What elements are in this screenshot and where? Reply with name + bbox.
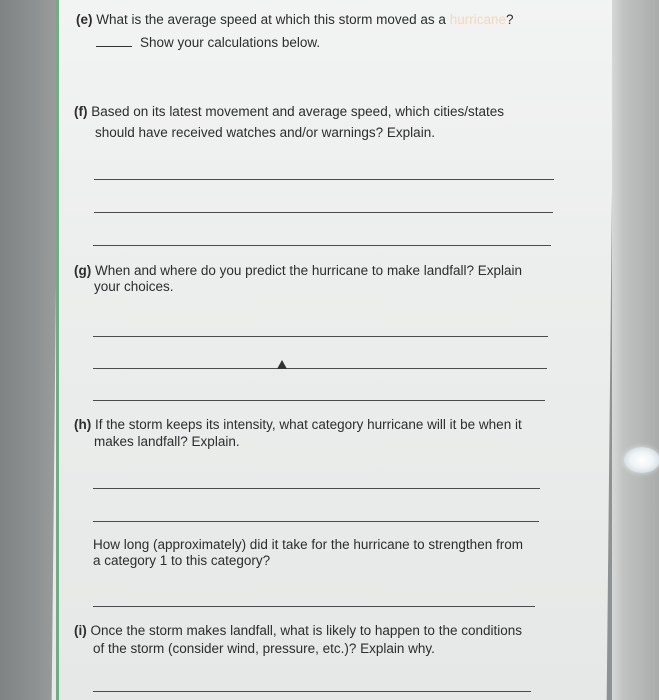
question-h-followup2: a category 1 to this category? bbox=[93, 553, 271, 568]
question-f-line2: should have received watches and/or warnings? Explain. bbox=[95, 125, 435, 140]
question-f-line1 bbox=[74, 103, 504, 121]
answer-line-h1[interactable] bbox=[93, 488, 540, 489]
margin-rule bbox=[56, 0, 59, 700]
question-e-label: (e) bbox=[76, 12, 93, 27]
answer-line-f2[interactable] bbox=[94, 212, 553, 213]
answer-line-f1[interactable] bbox=[94, 179, 554, 180]
photo-background-right bbox=[612, 0, 659, 700]
answer-line-i1[interactable] bbox=[93, 691, 531, 692]
question-e-text-pre: What is the average speed at which this storm moved as a bbox=[96, 12, 446, 27]
question-e-text-glare: hurricane bbox=[449, 12, 506, 27]
question-h-line1 bbox=[74, 416, 522, 434]
question-f-text1: Based on its latest movement and average speed, which cities/states bbox=[91, 104, 504, 119]
answer-blank-e[interactable] bbox=[96, 46, 132, 47]
photo-background-left bbox=[0, 0, 58, 700]
question-h-label: (h) bbox=[74, 417, 92, 432]
question-h-followup1: How long (approximately) did it take for the hurricane to strengthen from bbox=[93, 537, 523, 552]
question-f-label: (f) bbox=[74, 104, 88, 119]
question-e-line2 bbox=[96, 34, 320, 52]
answer-line-h3[interactable] bbox=[93, 606, 535, 607]
mouse-cursor-icon bbox=[277, 360, 287, 369]
question-e-text-post: ? bbox=[505, 12, 514, 27]
question-i-line2: of the storm (consider wind, pressure, etc.)? Explain why. bbox=[93, 641, 435, 656]
answer-line-f3[interactable] bbox=[93, 245, 551, 246]
answer-line-g1[interactable] bbox=[93, 336, 548, 337]
question-g-label: (g) bbox=[74, 263, 92, 278]
question-g-line2: your choices. bbox=[94, 279, 174, 294]
question-g-text1: When and where do you predict the hurricane to make landfall? Explain bbox=[95, 263, 523, 278]
question-i-line1 bbox=[74, 622, 522, 640]
question-e-calc-text: Show your calculations below. bbox=[140, 35, 321, 50]
glare-spot bbox=[624, 447, 659, 473]
question-e-line1 bbox=[76, 11, 514, 29]
question-i-text1: Once the storm makes landfall, what is likely to happen to the conditions bbox=[90, 623, 522, 638]
question-h-text1: If the storm keeps its intensity, what category hurricane will it be when it bbox=[95, 417, 522, 432]
answer-line-g3[interactable] bbox=[93, 400, 545, 401]
question-h-line2: makes landfall? Explain. bbox=[94, 434, 240, 449]
answer-line-h2[interactable] bbox=[93, 521, 539, 522]
answer-line-g2[interactable] bbox=[93, 368, 547, 369]
question-i-label: (i) bbox=[74, 623, 87, 638]
